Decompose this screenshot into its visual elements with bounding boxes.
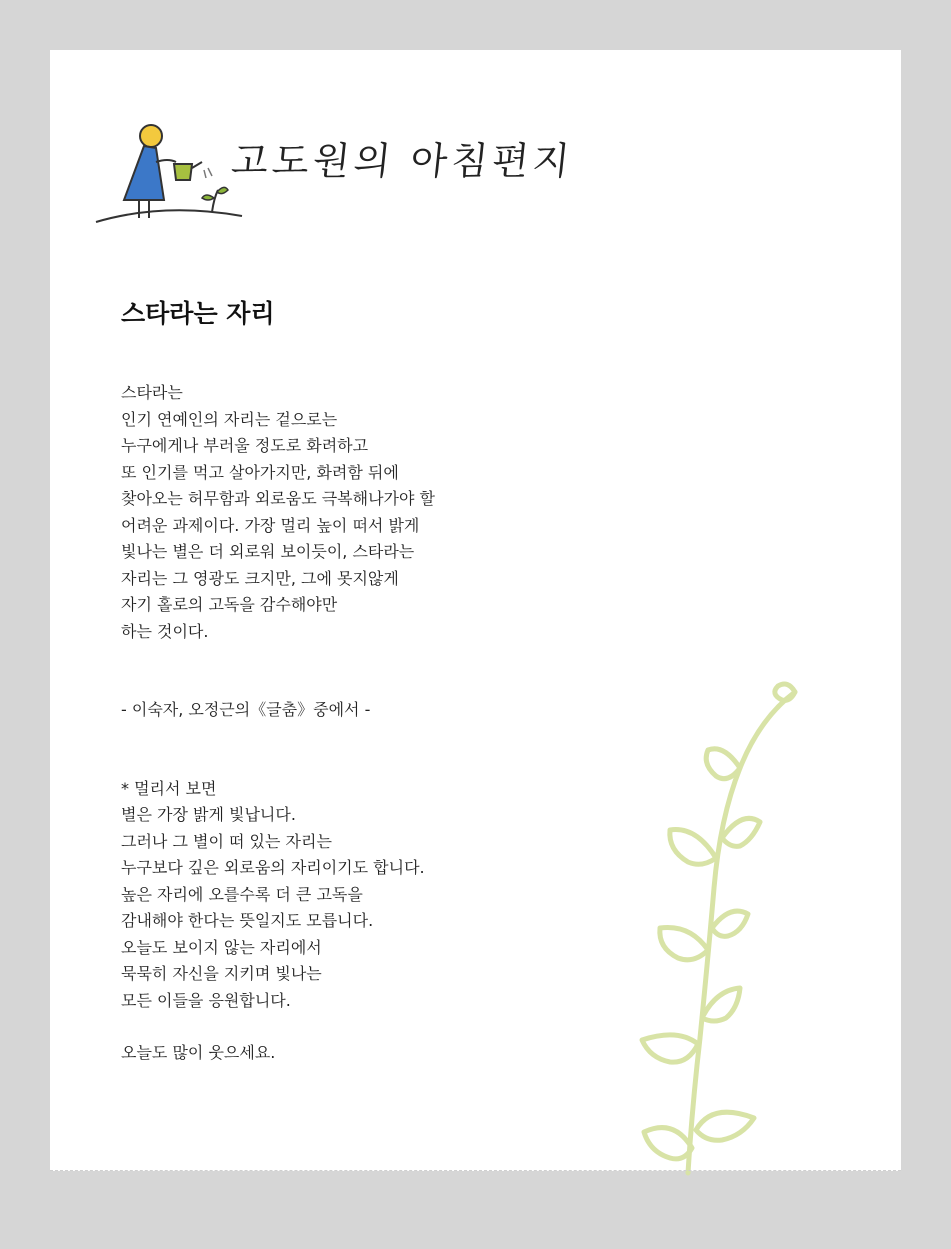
comment-line: 그러나 그 별이 떠 있는 자리는 — [121, 831, 332, 851]
excerpt-line: 자리는 그 영광도 크지만, 그에 못지않게 — [121, 568, 399, 588]
vine-decoration-icon — [630, 678, 820, 1178]
source-citation: - 이숙자, 오정근의《글춤》중에서 - — [121, 700, 371, 719]
excerpt-line: 빛나는 별은 더 외로워 보이듯이, 스타라는 — [121, 542, 415, 561]
comment-line: 누구보다 깊은 외로움의 자리이기도 합니다. — [121, 858, 425, 877]
excerpt-line: 또 인기를 먹고 살아가지만, 화려함 뒤에 — [121, 462, 399, 482]
comment-line: 묵묵히 자신을 지키며 빛나는 — [121, 964, 322, 983]
comment-line: 오늘도 보이지 않는 자리에서 — [121, 937, 322, 957]
excerpt-line: 자기 홀로의 고독을 감수해야만 — [121, 595, 338, 614]
comment-paragraph — [121, 776, 435, 1015]
comment-line: * 멀리서 보면 — [121, 778, 217, 798]
logo-title: 고도원의 아침편지 — [229, 139, 576, 183]
excerpt-line: 하는 것이다. — [121, 621, 209, 641]
excerpt-paragraph — [121, 380, 435, 645]
article-body — [121, 380, 435, 1067]
comment-line: 별은 가장 밝게 빛납니다. — [121, 805, 296, 824]
excerpt-line: 스타라는 — [121, 383, 183, 402]
excerpt-line: 인기 연예인의 자리는 겉으로는 — [121, 409, 338, 429]
comment-line: 모든 이들을 응원합니다. — [121, 990, 291, 1010]
excerpt-line: 어려운 과제이다. 가장 멀리 높이 떠서 밝게 — [121, 515, 420, 535]
article-title: 스타라는 자리 — [121, 299, 275, 328]
footer-divider — [50, 1170, 901, 1171]
letter-card — [50, 50, 901, 1171]
excerpt-line: 누구에게나 부러울 정도로 화려하고 — [121, 436, 369, 455]
comment-line: 감내해야 한다는 뜻일지도 모릅니다. — [121, 911, 374, 930]
closing-line: 오늘도 많이 웃으세요. — [121, 1043, 276, 1062]
excerpt-line: 찾아오는 허무함과 외로움도 극복해나가야 할 — [121, 489, 436, 508]
comment-line: 높은 자리에 오를수록 더 큰 고독을 — [121, 884, 363, 904]
